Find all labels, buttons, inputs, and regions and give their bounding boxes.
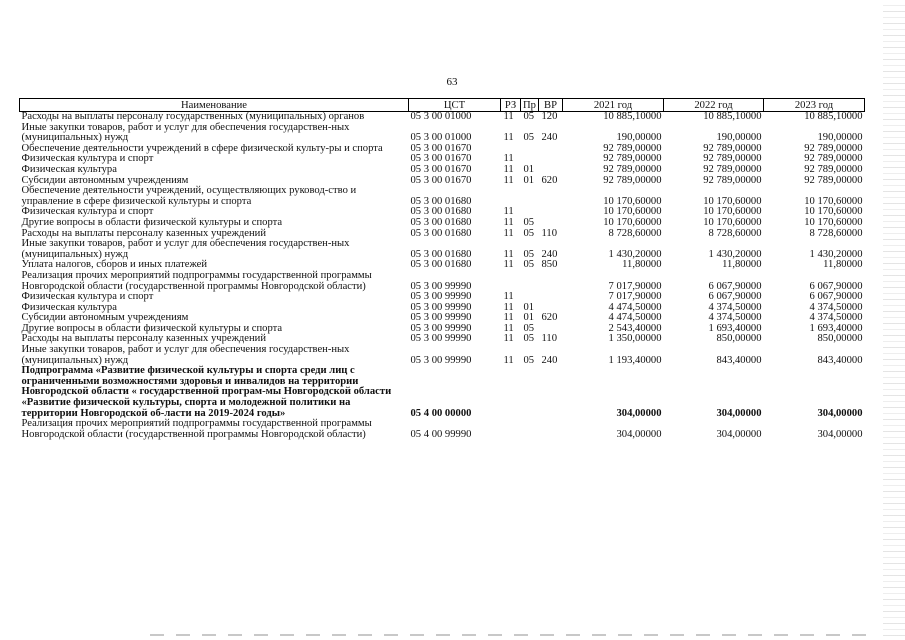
cell-name: Физическая культура и спорт (21, 206, 154, 218)
cell-cst: 05 3 00 99990 (410, 280, 472, 292)
cell-2022: 10 170,60000 (703, 195, 762, 207)
cell-pr: 01 (523, 312, 535, 324)
cell-2022: 4 374,50000 (708, 312, 762, 324)
header-vr: ВР (539, 99, 563, 112)
cell-2022: 10 170,60000 (703, 206, 762, 218)
cell-name: Физическая культура и спорт (21, 153, 154, 165)
cell-2022: 6 067,90000 (708, 291, 762, 303)
cell-2022: 8 728,60000 (708, 227, 762, 239)
cell-2021: 92 789,00000 (603, 163, 662, 175)
cell-rz: 11 (503, 174, 514, 186)
cell-cst: 05 3 00 01670 (410, 163, 472, 175)
cell-rz: 11 (503, 132, 514, 144)
cell-pr (521, 366, 539, 419)
cell-name: Физическая культура (21, 163, 117, 175)
cell-vr: 110 (541, 333, 557, 345)
cell-cst: 05 4 00 00000 (410, 407, 472, 419)
cell-pr: 01 (523, 301, 535, 313)
header-2022: 2022 год (664, 99, 764, 112)
cell-name: Иные закупки товаров, работ и услуг для обеспечения государствен-ных (муниципальных) нужд (21, 121, 350, 144)
cell-vr (539, 419, 563, 440)
cell-2023: 190,00000 (817, 132, 863, 144)
cell-name: Иные закупки товаров, работ и услуг для обеспечения государствен-ных (муниципальных) нужд (21, 238, 350, 260)
cell-2021: 11,80000 (622, 259, 662, 271)
cell-cst: 05 4 00 99990 (410, 428, 472, 440)
cell-2023: 843,40000 (817, 354, 863, 366)
cell-name: Расходы на выплаты персоналу государственных (муниципальных) органов (21, 111, 365, 122)
cell-pr (521, 271, 539, 292)
cell-rz: 11 (503, 312, 514, 324)
page-number: 63 (446, 76, 458, 88)
cell-2021: 1 193,40000 (608, 354, 662, 366)
cell-rz: 11 (503, 333, 514, 345)
table-row (20, 218, 865, 229)
cell-2021: 2 543,40000 (608, 322, 662, 334)
cell-2022: 1 430,20000 (708, 248, 762, 260)
cell-2023: 10 170,60000 (804, 206, 863, 218)
cell-2022: 304,00000 (716, 428, 762, 440)
cell-2023: 850,00000 (817, 333, 863, 345)
cell-pr (521, 419, 539, 440)
cell-name: Физическая культура (21, 301, 117, 313)
cell-name: Другие вопросы в области физической культуры и спорта (21, 322, 283, 334)
cell-name: Расходы на выплаты персоналу казенных учреждений (21, 227, 266, 239)
cell-2022: 11,80000 (722, 259, 762, 271)
cell-vr (539, 271, 563, 292)
cell-2023: 304,00000 (817, 428, 863, 440)
cell-vr: 240 (541, 354, 558, 366)
cell-2021: 92 789,00000 (603, 174, 662, 186)
header-2021: 2021 год (563, 99, 664, 112)
cell-name: Иные закупки товаров, работ и услуг для обеспечения государствен-ных (муниципальных) нужд (21, 344, 350, 366)
cell-vr: 240 (541, 132, 558, 144)
cell-pr (521, 144, 539, 155)
cell-2021: 8 728,60000 (608, 227, 662, 239)
cell-2021: 1 350,00000 (608, 333, 662, 345)
cell-name: Физическая культура и спорт (21, 291, 154, 303)
cell-2021: 4 474,50000 (608, 312, 662, 324)
cell-2022: 10 885,10000 (703, 111, 762, 122)
cell-name: Реализация прочих мероприятий подпрограммы государственной программы Новгородской области (государственной программы Новгородской области) (21, 418, 372, 440)
cell-2021: 304,00000 (616, 428, 662, 440)
cell-pr: 05 (523, 322, 535, 334)
cell-name: Обеспечение деятельности учреждений в сфере физической культу-ры и спорта (21, 142, 383, 154)
cell-vr: 110 (541, 227, 557, 239)
table-row (20, 112, 865, 123)
cell-rz: 11 (503, 322, 514, 334)
cell-rz: 11 (503, 206, 514, 218)
cell-2022: 843,40000 (716, 354, 762, 366)
cell-vr (539, 144, 563, 155)
cell-cst: 05 3 00 01680 (410, 227, 472, 239)
cell-cst: 05 3 00 01000 (410, 132, 472, 144)
cell-cst: 05 3 00 99990 (410, 291, 472, 303)
table-body (20, 112, 865, 441)
cell-2023: 92 789,00000 (804, 174, 863, 186)
cell-rz (501, 271, 521, 292)
cell-2022: 92 789,00000 (703, 163, 762, 175)
cell-2022: 4 374,50000 (708, 301, 762, 313)
cell-vr: 240 (541, 248, 558, 260)
cell-2023: 92 789,00000 (804, 153, 863, 165)
header-rz: РЗ (501, 99, 521, 112)
cell-rz: 11 (503, 153, 514, 165)
cell-vr: 120 (541, 111, 558, 122)
cell-2023: 10 170,60000 (804, 216, 863, 228)
scan-bottom-artifact (150, 634, 870, 636)
cell-cst: 05 3 00 01670 (410, 174, 472, 186)
header-pr: Пр (521, 99, 539, 112)
cell-rz: 11 (503, 248, 514, 260)
cell-rz (501, 419, 521, 440)
cell-cst: 05 3 00 01670 (410, 142, 472, 154)
cell-2023: 92 789,00000 (804, 142, 863, 154)
cell-2022: 10 170,60000 (703, 216, 762, 228)
cell-2021: 7 017,90000 (608, 280, 662, 292)
cell-pr: 05 (523, 259, 535, 271)
cell-pr: 05 (523, 333, 535, 345)
cell-cst: 05 3 00 01680 (410, 216, 472, 228)
cell-cst: 05 3 00 99990 (410, 354, 472, 366)
header-name: Наименование (20, 99, 409, 112)
cell-2023: 11,80000 (823, 259, 863, 271)
cell-pr: 05 (523, 216, 535, 228)
budget-table (19, 98, 865, 440)
cell-cst: 05 3 00 01680 (410, 195, 472, 207)
table-row (20, 271, 865, 292)
cell-pr: 01 (523, 163, 535, 175)
cell-rz: 11 (503, 216, 514, 228)
cell-pr: 05 (523, 354, 535, 366)
cell-2022: 92 789,00000 (703, 174, 762, 186)
cell-rz: 11 (503, 301, 514, 313)
cell-2023: 92 789,00000 (804, 163, 863, 175)
cell-cst: 05 3 00 01000 (410, 111, 472, 122)
cell-vr (539, 292, 563, 303)
header-cst: ЦСТ (409, 99, 501, 112)
cell-name: Обеспечение деятельности учреждений, осуществляющих руковод-ство и управление в сфере физической культуры и спорта (21, 185, 357, 207)
cell-cst: 05 3 00 99990 (410, 312, 472, 324)
cell-rz: 11 (503, 291, 514, 303)
cell-vr: 620 (541, 312, 558, 324)
cell-cst: 05 3 00 01670 (410, 153, 472, 165)
cell-pr: 05 (523, 227, 535, 239)
cell-cst: 05 3 00 01680 (410, 259, 472, 271)
table-row (20, 123, 865, 144)
cell-2022: 1 693,40000 (708, 322, 762, 334)
cell-2023: 10 885,10000 (804, 111, 863, 122)
cell-name: Субсидии автономным учреждениям (21, 174, 189, 186)
cell-vr: 620 (541, 174, 558, 186)
cell-vr (539, 218, 563, 229)
cell-2021: 10 170,60000 (603, 195, 662, 207)
cell-pr: 05 (523, 132, 535, 144)
table-header-row (20, 99, 865, 112)
cell-name: Расходы на выплаты персоналу казенных учреждений (21, 333, 266, 345)
cell-2021: 92 789,00000 (603, 142, 662, 154)
cell-2021: 1 430,20000 (608, 248, 662, 260)
cell-name: Субсидии автономным учреждениям (21, 312, 189, 324)
cell-2021: 92 789,00000 (603, 153, 662, 165)
table-row (20, 366, 865, 419)
cell-2022: 190,00000 (716, 132, 762, 144)
cell-name: Подпрограмма «Развитие физической культуры и спорта среди лиц с ограниченными возможностями здоровья и инвалидов на территории Новгородской области « государственной програм-мы Новгородской области «Развитие физической культуры, спорта и молодежной политики на территории Новгородской об-ласти на 2019-2024 годы» (21, 365, 392, 419)
cell-vr (539, 154, 563, 165)
table-row (20, 165, 865, 176)
cell-2021: 10 170,60000 (603, 206, 662, 218)
cell-2023: 304,00000 (817, 407, 863, 419)
cell-rz: 11 (503, 259, 514, 271)
cell-2023: 8 728,60000 (809, 227, 863, 239)
cell-2022: 304,00000 (716, 407, 762, 419)
table-row (20, 419, 865, 440)
cell-cst: 05 3 00 99990 (410, 322, 472, 334)
cell-2022: 92 789,00000 (703, 142, 762, 154)
cell-2021: 10 885,10000 (603, 111, 662, 122)
table-row (20, 345, 865, 366)
cell-2022: 6 067,90000 (708, 280, 762, 292)
scan-edge-artifact (883, 0, 905, 640)
cell-pr (521, 186, 539, 207)
cell-2022: 850,00000 (716, 333, 762, 345)
cell-2022: 92 789,00000 (703, 153, 762, 165)
cell-2021: 304,00000 (616, 407, 662, 419)
cell-2021: 190,00000 (616, 132, 662, 144)
cell-2021: 4 474,50000 (608, 301, 662, 313)
cell-vr (539, 186, 563, 207)
cell-cst: 05 3 00 99990 (410, 333, 472, 345)
cell-2023: 10 170,60000 (804, 195, 863, 207)
cell-name: Реализация прочих мероприятий подпрограммы государственной программы Новгородской области (государственной программы Новгородской области) (21, 269, 372, 292)
cell-rz (501, 366, 521, 419)
cell-vr (539, 207, 563, 218)
cell-cst: 05 3 00 01680 (410, 206, 472, 218)
cell-vr (539, 165, 563, 176)
cell-2023: 1 693,40000 (809, 322, 863, 334)
cell-name: Другие вопросы в области физической культуры и спорта (21, 216, 283, 228)
cell-cst: 05 3 00 99990 (410, 301, 472, 313)
cell-vr: 850 (541, 259, 558, 271)
cell-pr: 05 (523, 248, 535, 260)
cell-rz (501, 186, 521, 207)
cell-2023: 1 430,20000 (809, 248, 863, 260)
cell-2023: 6 067,90000 (809, 280, 863, 292)
cell-2023: 4 374,50000 (809, 301, 863, 313)
table-row (20, 186, 865, 207)
cell-rz: 11 (503, 163, 514, 175)
cell-rz: 11 (503, 227, 514, 239)
header-2023: 2023 год (764, 99, 865, 112)
cell-pr: 05 (523, 111, 535, 122)
cell-2023: 4 374,50000 (809, 312, 863, 324)
cell-2021: 10 170,60000 (603, 216, 662, 228)
cell-2021: 7 017,90000 (608, 291, 662, 303)
table-row (20, 239, 865, 260)
cell-pr: 01 (523, 174, 535, 186)
cell-rz: 11 (503, 354, 514, 366)
cell-rz: 11 (503, 111, 514, 122)
cell-vr (539, 366, 563, 419)
cell-name: Уплата налогов, сборов и иных платежей (21, 259, 208, 271)
cell-2023: 6 067,90000 (809, 291, 863, 303)
cell-cst: 05 3 00 01680 (410, 248, 472, 260)
